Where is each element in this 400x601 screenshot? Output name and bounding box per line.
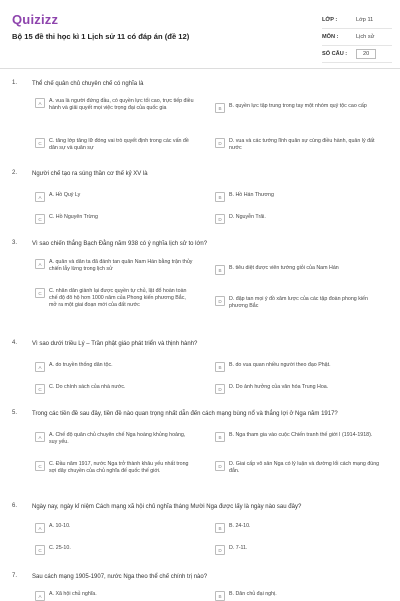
option-b[interactable] xyxy=(215,523,385,533)
question-number: 1. xyxy=(12,80,18,86)
quizizz-logo: Quizizz xyxy=(12,12,59,27)
option-d[interactable] xyxy=(215,138,385,152)
option-key: B xyxy=(215,265,225,275)
option-text: D. Do ảnh hưởng của văn hóa Trung Hoa. xyxy=(229,384,329,390)
meta-value-wrap xyxy=(350,51,392,57)
option-key: B xyxy=(215,432,225,442)
option-text: B. quyền lực tập trung trong tay một nhóm quý tộc cao cấp xyxy=(229,103,367,109)
option-text: D. đập tan mọi ý đồ xâm lược của các tập đoàn phong kiến phương Bắc xyxy=(229,296,368,309)
option-text: C. tăng lớp tăng lữ đóng vai trò quyết định trong các vấn đề dân sự và quân sự xyxy=(49,138,189,151)
option-text: D. 7-11. xyxy=(229,545,248,551)
meta-row-grade xyxy=(322,12,392,29)
option-text: A. quân và dân ta đã đánh tan quân Nam Hán bằng trận thủy chiến lẫy lừng trong lịch sử xyxy=(49,259,193,272)
option-b[interactable] xyxy=(215,192,385,202)
meta-row-count xyxy=(322,46,392,63)
option-c[interactable] xyxy=(35,138,195,152)
option-text: B. Nga tham gia vào cuộc Chiến tranh thế giới I (1914-1918). xyxy=(229,432,373,438)
option-a[interactable] xyxy=(35,362,195,372)
question-text: Vì sao chiến thắng Bạch Đằng năm 938 có ý nghĩa lịch sử to lớn? xyxy=(32,241,208,247)
meta-label: LỚP : xyxy=(322,17,338,23)
question-number: 6. xyxy=(12,503,18,509)
worksheet-header xyxy=(0,0,400,66)
option-key: B xyxy=(215,523,225,533)
question-text: Vì sao dưới triều Lý – Trần phật giáo phát triển và thịnh hành? xyxy=(32,341,198,347)
option-key: B xyxy=(215,591,225,601)
option-key: A xyxy=(35,259,45,269)
option-key: D xyxy=(215,545,225,555)
option-d[interactable] xyxy=(215,214,385,224)
option-key: D xyxy=(215,384,225,394)
option-c[interactable] xyxy=(35,545,195,555)
question-text: Ngày nay, ngày kỉ niệm Cách mạng xã hội chủ nghĩa tháng Mười Nga được lấy là ngày nào sau đây? xyxy=(32,504,302,510)
option-a[interactable] xyxy=(35,98,195,112)
header-divider xyxy=(0,68,400,69)
option-c[interactable] xyxy=(35,288,195,309)
option-d[interactable] xyxy=(215,296,385,310)
option-text: A. vua là người đứng đầu, có quyền lực tối cao, trực tiếp điều hành và giải quyết mọi việc trọng đại của quốc gia xyxy=(49,98,194,111)
option-d[interactable] xyxy=(215,545,385,555)
question-text: Trong các tiền đề sau đây, tiền đề nào quan trọng nhất dẫn đến cách mạng bùng nổ và thắng lợi ở Nga năm 1917? xyxy=(32,411,338,417)
option-key: D xyxy=(215,296,225,306)
option-c[interactable] xyxy=(35,214,195,224)
option-key: A xyxy=(35,362,45,372)
option-key: B xyxy=(215,362,225,372)
option-text: D. vua và các tướng lĩnh quân sự cùng điều hành, quản lý đất nước xyxy=(229,138,375,151)
option-text: A. Hồ Quý Ly xyxy=(49,192,81,198)
question-number: 5. xyxy=(12,410,18,416)
option-c[interactable] xyxy=(35,384,195,394)
option-key: C xyxy=(35,461,45,471)
option-key: C xyxy=(35,214,45,224)
option-key: C xyxy=(35,545,45,555)
option-b[interactable] xyxy=(215,103,385,113)
option-a[interactable] xyxy=(35,259,195,273)
option-key: D xyxy=(215,214,225,224)
option-key: A xyxy=(35,432,45,442)
question-number: 2. xyxy=(12,170,18,176)
option-text: A. 10-10. xyxy=(49,523,71,529)
option-key: D xyxy=(215,138,225,148)
option-d[interactable] xyxy=(215,461,385,475)
meta-row-subject xyxy=(322,29,392,46)
option-b[interactable] xyxy=(215,362,385,372)
question-text: Người chế tạo ra súng thần cơ thế kỷ XV là xyxy=(32,171,148,177)
option-text: B. do vua quan nhiều người theo đạo Phật. xyxy=(229,362,331,368)
option-text: C. Hồ Nguyên Trừng xyxy=(49,214,98,220)
option-text: B. 24-10. xyxy=(229,523,251,529)
option-text: B. Dân chủ đại nghị. xyxy=(229,591,277,597)
option-text: D. Nguyễn Trãi. xyxy=(229,214,266,220)
meta-label: MÔN : xyxy=(322,34,339,40)
option-key: A xyxy=(35,192,45,202)
option-key: B xyxy=(215,192,225,202)
meta-value: Lịch sử xyxy=(356,34,375,40)
option-key: D xyxy=(215,461,225,471)
option-a[interactable] xyxy=(35,192,195,202)
question-text: Sau cách mạng 1905-1907, nước Nga theo thể chế chính trị nào? xyxy=(32,574,208,580)
meta-value: Lớp 11 xyxy=(356,17,374,23)
option-text: A. do truyền thống dân tộc. xyxy=(49,362,113,368)
option-d[interactable] xyxy=(215,384,385,394)
option-text: C. nhân dân giành lại được quyền tự chủ, lật đổ hoàn toàn chế độ đô hộ hơn 1000 năm của Phong kiến phương Bắc, mở ra một giai đoạn mới của đất nước xyxy=(49,288,187,308)
option-key: C xyxy=(35,138,45,148)
option-a[interactable] xyxy=(35,432,195,446)
question-number: 4. xyxy=(12,340,18,346)
option-b[interactable] xyxy=(215,265,385,275)
option-key: C xyxy=(35,288,45,298)
option-b[interactable] xyxy=(215,432,385,442)
question-text: Thể chế quân chủ chuyên chế có nghĩa là xyxy=(32,81,144,87)
option-text: C. Đầu năm 1917, nước Nga trở thành khâu yếu nhất trong sợi dây chuyền của chủ nghĩa đế quốc thế giới. xyxy=(49,461,189,474)
worksheet-title: Bộ 15 đề thi học kì 1 Lịch sử 11 có đáp án (đề 12) xyxy=(12,32,190,41)
option-text: B. Hồ Hán Thương xyxy=(229,192,274,198)
option-key: A xyxy=(35,591,45,601)
option-text: B. tiêu diệt được viên tướng giỏi của Nam Hán xyxy=(229,265,339,271)
meta-label: SỐ CÂU : xyxy=(322,51,348,57)
option-text: C. 25-10. xyxy=(49,545,71,551)
question-number: 7. xyxy=(12,573,18,579)
option-a[interactable] xyxy=(35,523,195,533)
question-number: 3. xyxy=(12,240,18,246)
option-c[interactable] xyxy=(35,461,195,475)
option-key: A xyxy=(35,98,45,108)
option-key: B xyxy=(215,103,225,113)
meta-value: 20 xyxy=(356,49,376,59)
option-text: C. Do chính sách của nhà nước. xyxy=(49,384,126,390)
option-text: A. Chế độ quân chủ chuyên chế Nga hoàng khủng hoảng, suy yếu. xyxy=(49,432,186,445)
option-key: A xyxy=(35,523,45,533)
meta-panel xyxy=(322,12,392,63)
option-text: A. Xã hội chủ nghĩa. xyxy=(49,591,97,597)
option-text: D. Giai cấp vô sản Nga có lý luận và đường lối cách mạng đúng đắn. xyxy=(229,461,380,474)
option-key: C xyxy=(35,384,45,394)
